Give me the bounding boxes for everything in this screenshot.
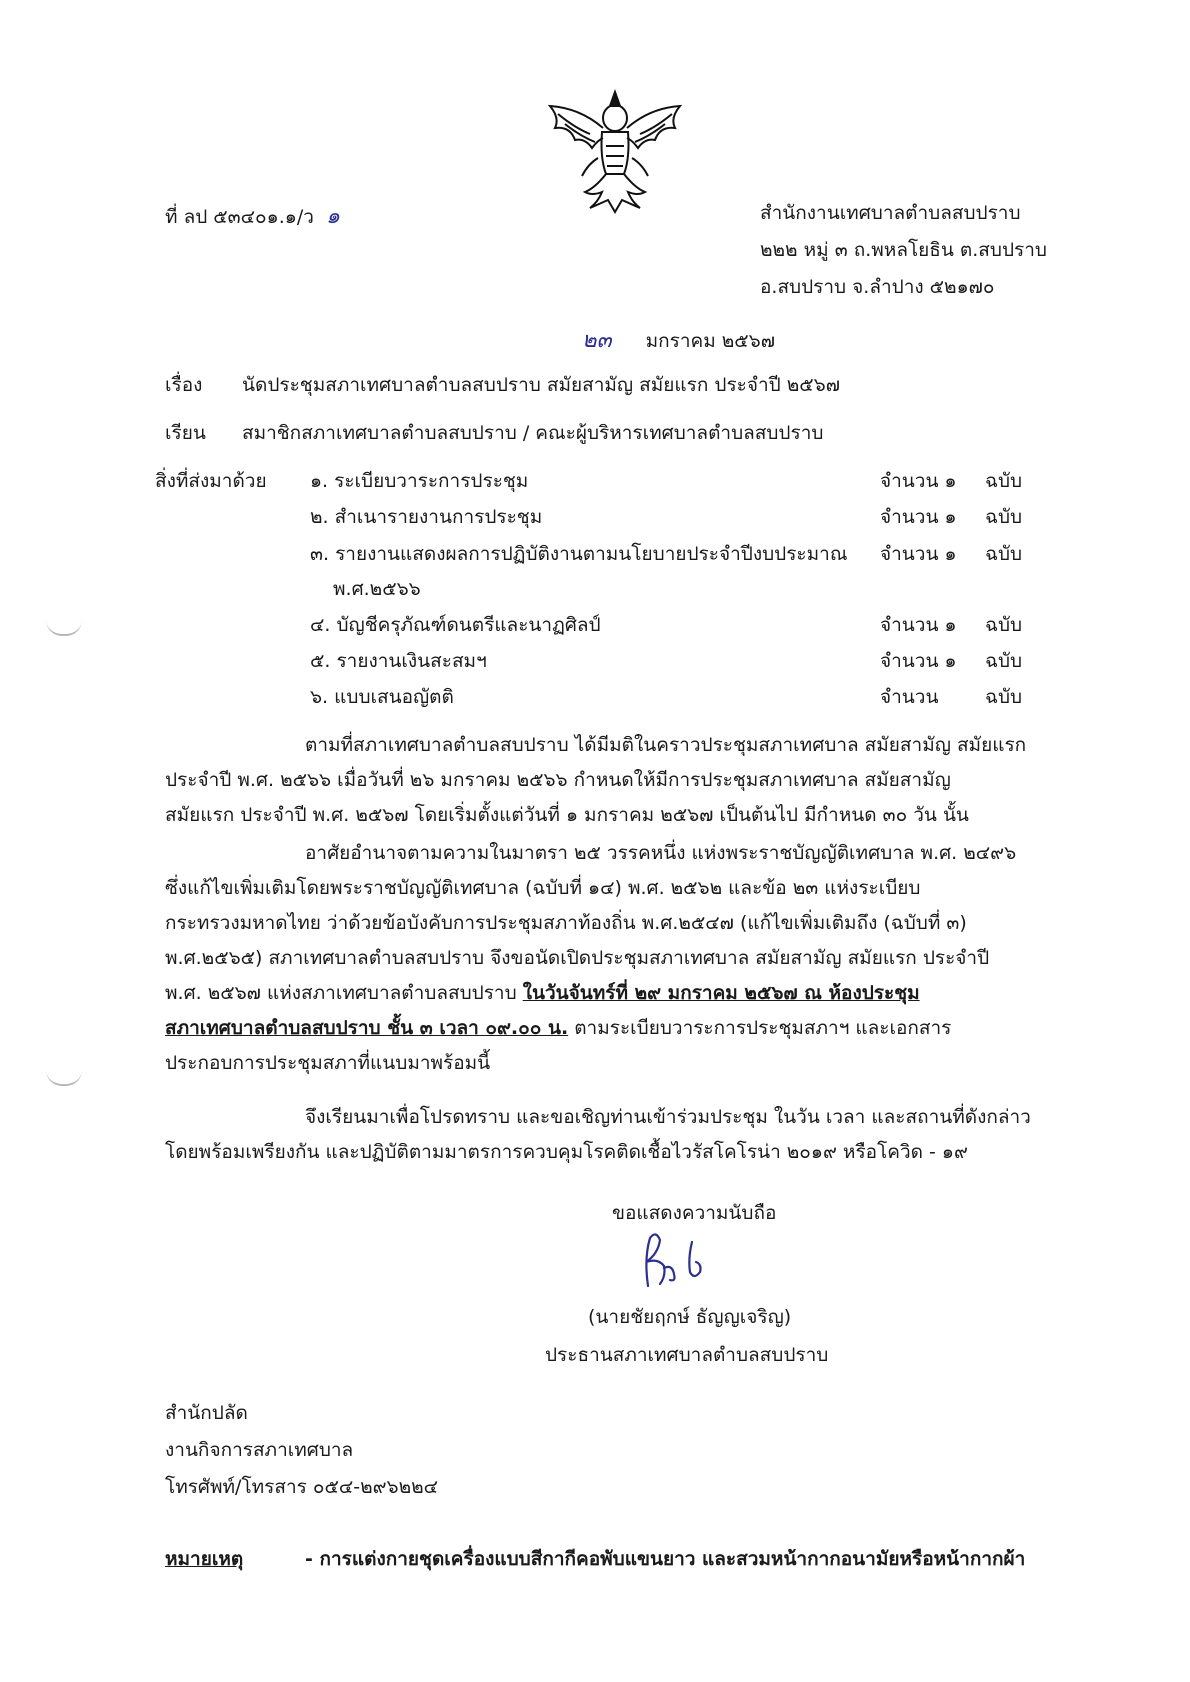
note-text: - การแต่งกายชุดเครื่องแบบสีกากีคอพับแขนยาว และสวมหน้ากากอนามัยหรือหน้ากากผ้า (305, 1548, 1026, 1570)
footer-section: งานกิจการสภาเทศบาล (165, 1439, 354, 1461)
handwritten-signature-icon (630, 1228, 720, 1298)
enclosure-item: ๑. ระเบียบวาระการประชุม (310, 470, 529, 492)
meeting-date-highlight: ในวันจันทร์ที่ ๒๙ มกราคม ๒๕๖๗ ณ ห้องประชุม (522, 982, 920, 1004)
recipient-text: สมาชิกสภาเทศบาลตำบลสบปราบ / คณะผู้บริหารเทศบาลตำบลสบปราบ (242, 422, 824, 444)
enclosure-item: ๕. รายงานเงินสะสมฯ (310, 650, 487, 672)
office-address-line1: ๒๒๒ หมู่ ๓ ถ.พหลโยธิน ต.สบปราบ (760, 239, 1047, 261)
enclosures-label: สิ่งที่ส่งมาด้วย (155, 470, 267, 492)
enclosure-qty: จำนวน ๑ (880, 543, 957, 565)
note-label: หมายเหตุ (165, 1548, 244, 1570)
signer-name: (นายชัยฤกษ์ ธัญญเจริญ) (588, 1306, 792, 1328)
enclosure-unit: ฉบับ (985, 614, 1023, 636)
enclosure-qty: จำนวน ๑ (880, 470, 957, 492)
punch-hole-mark (46, 620, 82, 636)
document-date: ๒๓ มกราคม ๒๕๖๗ (582, 328, 776, 353)
body-paragraph-1: ตามที่สภาเทศบาลตำบลสบปราบ ได้มีมติในคราวประชุมสภาเทศบาล สมัยสามัญ สมัยแรก ประจำปี พ.ศ. ๒๕๖๖ เมื่อวันที่ ๒๖ มกราคม ๒๕๖๖ กำหนดให้มีการประชุมสภาเทศบาล สมัยสามัญ สมัยแรก ประจำปี พ.ศ. ๒๕๖๗ โดยเริ่มตั้งแต่วันที่ ๑ มกราคม ๒๕๖๗ เป็นต้นไป มีกำหนด ๓๐ วัน นั้น (165, 734, 1027, 826)
footer-department: สำนักปลัด (165, 1402, 248, 1424)
subject-label: เรื่อง (165, 374, 203, 396)
enclosure-unit: ฉบับ (985, 506, 1023, 528)
punch-hole-mark (46, 1070, 82, 1086)
footer-phone: โทรศัพท์/โทรสาร ๐๕๔-๒๙๖๒๒๔ (165, 1476, 439, 1498)
enclosure-unit: ฉบับ (985, 543, 1023, 565)
enclosure-qty: จำนวน (880, 686, 939, 708)
garuda-emblem-icon (540, 88, 690, 218)
enclosure-qty: จำนวน ๑ (880, 614, 957, 636)
meeting-place-highlight: สภาเทศบาลตำบลสบปราบ ชั้น ๓ เวลา ๐๙.๐๐ น. (165, 1017, 569, 1039)
enclosure-item-continued: พ.ศ.๒๕๖๖ (333, 578, 421, 600)
closing-regards: ขอแสดงความนับถือ (612, 1202, 777, 1224)
reference-handwritten: ๑ (325, 204, 340, 229)
subject-text: นัดประชุมสภาเทศบาลตำบลสบปราบ สมัยสามัญ สมัยแรก ประจำปี ๒๕๖๗ (242, 374, 841, 396)
enclosure-unit: ฉบับ (985, 686, 1023, 708)
enclosure-qty: จำนวน ๑ (880, 506, 957, 528)
signer-position: ประธานสภาเทศบาลตำบลสบปราบ (545, 1344, 829, 1366)
body-paragraph-3: จึงเรียนมาเพื่อโปรดทราบ และขอเชิญท่านเข้าร่วมประชุม ในวัน เวลา และสถานที่ดังกล่าว โดยพร้อมเพรียงกัน และปฏิบัติตามมาตรการควบคุมโรคติดเชื้อไวรัสโคโรน่า ๒๐๑๙ หรือโควิด - ๑๙ (165, 1106, 1031, 1163)
enclosure-item: ๖. แบบเสนอญัตติ (310, 686, 454, 708)
enclosure-unit: ฉบับ (985, 650, 1023, 672)
enclosure-unit: ฉบับ (985, 470, 1023, 492)
body-paragraph-2: อาศัยอำนาจตามความในมาตรา ๒๕ วรรคหนึ่ง แห่งพระราชบัญญัติเทศบาล พ.ศ. ๒๔๙๖ ซึ่งแก้ไขเพิ่มเติมโดยพระราชบัญญัติเทศบาล (ฉบับที่ ๑๔) พ.ศ. ๒๕๖๒ และข้อ ๒๓ แห่งระเบียบ กระทรวงมหาดไทย ว่าด้วยข้อบังคับการประชุมสภาท้องถิ่น พ.ศ.๒๕๔๗ (แก้ไขเพิ่มเติมถึง (ฉบับที่ ๓) พ.ศ.๒๕๖๕) สภาเทศบาลตำบลสบปราบ จึงขอนัดเปิดประชุมสภาเทศบาล สมัยสามัญ สมัยแรก ประจำปี พ.ศ. ๒๕๖๗ แห่งสภาเทศบาลตำบลสบปราบ ในวันจันทร์ที่ ๒๙ มกราคม ๒๕๖๗ ณ ห้องประชุม สภาเทศบาลตำบลสบปราบ ชั้น ๓ เวลา ๐๙.๐๐ น. ตามระเบียบวาระการประชุมสภาฯ และเอกสาร ประกอบการประชุมสภาที่แนบมาพร้อมนี้ (165, 842, 1017, 1074)
reference-number: ที่ ลป ๕๓๔๐๑.๑/ว ๑ (165, 204, 340, 229)
enclosure-item: ๒. สำเนารายงานการประชุม (310, 506, 543, 528)
enclosure-item: ๔. บัญชีครุภัณฑ์ดนตรีและนาฏศิลป์ (310, 614, 601, 636)
enclosure-qty: จำนวน ๑ (880, 650, 957, 672)
office-name: สำนักงานเทศบาลตำบลสบปราบ (760, 202, 1021, 224)
office-address-line2: อ.สบปราบ จ.ลำปาง ๕๒๑๗๐ (760, 276, 995, 298)
enclosure-item: ๓. รายงานแสดงผลการปฏิบัติงานตามนโยบายประจำปีงบประมาณ (310, 543, 848, 565)
recipient-label: เรียน (165, 422, 206, 444)
date-day-handwritten: ๒๓ (582, 328, 612, 353)
